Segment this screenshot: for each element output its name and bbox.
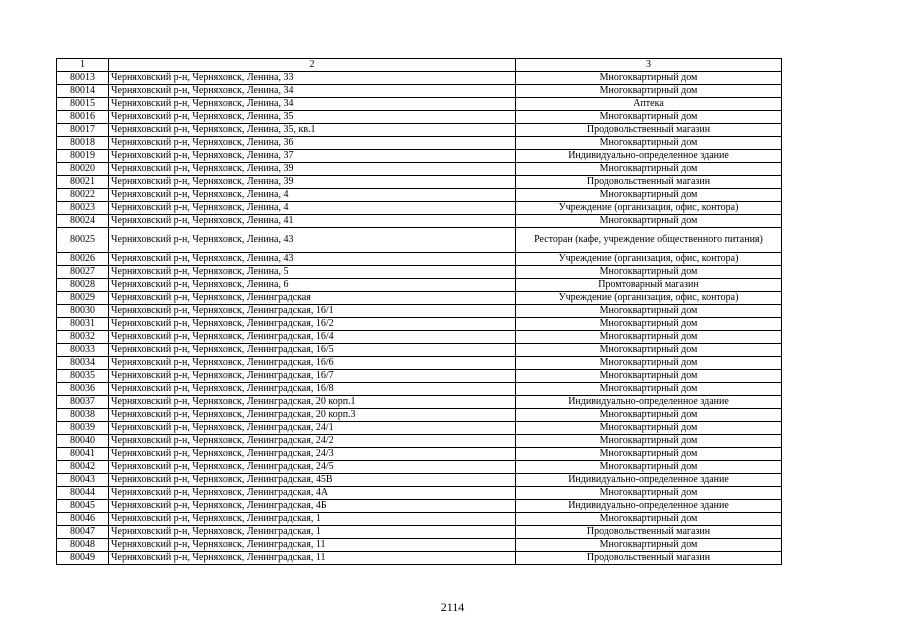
table-row [57, 85, 782, 98]
cell-address: Черняховский р-н, Черняховск, Ленинградская, 16/2 [109, 318, 516, 331]
cell-number: 80046 [57, 513, 109, 526]
table-row [57, 176, 782, 189]
cell-number: 80019 [57, 150, 109, 163]
table-row [57, 150, 782, 163]
cell-number: 80031 [57, 318, 109, 331]
cell-type: Многоквартирный дом [516, 331, 782, 344]
cell-type: Многоквартирный дом [516, 137, 782, 150]
cell-type: Продовольственный магазин [516, 526, 782, 539]
table-row [57, 539, 782, 552]
cell-address: Черняховский р-н, Черняховск, Ленина, 37 [109, 150, 516, 163]
cell-number: 80020 [57, 163, 109, 176]
cell-address: Черняховский р-н, Черняховск, Ленинградская, 24/3 [109, 448, 516, 461]
table-row [57, 202, 782, 215]
table-row [57, 448, 782, 461]
table-row [57, 474, 782, 487]
cell-type: Многоквартирный дом [516, 189, 782, 202]
cell-number: 80030 [57, 305, 109, 318]
cell-type: Многоквартирный дом [516, 111, 782, 124]
cell-number: 80021 [57, 176, 109, 189]
cell-address: Черняховский р-н, Черняховск, Ленина, 35 [109, 111, 516, 124]
cell-type: Аптека [516, 98, 782, 111]
cell-number: 80018 [57, 137, 109, 150]
cell-number: 80015 [57, 98, 109, 111]
table-row [57, 266, 782, 279]
cell-address: Черняховский р-н, Черняховск, Ленинградская, 16/8 [109, 383, 516, 396]
cell-number: 80029 [57, 292, 109, 305]
cell-type: Многоквартирный дом [516, 215, 782, 228]
cell-number: 80039 [57, 422, 109, 435]
cell-address: Черняховский р-н, Черняховск, Ленина, 34 [109, 85, 516, 98]
cell-number: 80033 [57, 344, 109, 357]
cell-type: Промтоварный магазин [516, 279, 782, 292]
cell-address: Черняховский р-н, Черняховск, Ленина, 4 [109, 189, 516, 202]
cell-type: Многоквартирный дом [516, 435, 782, 448]
cell-address: Черняховский р-н, Черняховск, Ленинградская, 24/1 [109, 422, 516, 435]
cell-type: Индивидуально-определенное здание [516, 150, 782, 163]
cell-number: 80025 [57, 228, 109, 253]
cell-type: Многоквартирный дом [516, 448, 782, 461]
cell-type: Многоквартирный дом [516, 409, 782, 422]
table-row [57, 72, 782, 85]
cell-number: 80038 [57, 409, 109, 422]
table-header [57, 59, 782, 72]
cell-type: Продовольственный магазин [516, 124, 782, 137]
cell-number: 80023 [57, 202, 109, 215]
cell-number: 80017 [57, 124, 109, 137]
cell-address: Черняховский р-н, Черняховск, Ленинградская, 1 [109, 513, 516, 526]
table-row [57, 318, 782, 331]
cell-number: 80014 [57, 85, 109, 98]
cell-number: 80048 [57, 539, 109, 552]
cell-type: Многоквартирный дом [516, 539, 782, 552]
cell-address: Черняховский р-н, Черняховск, Ленина, 39 [109, 163, 516, 176]
cell-address: Черняховский р-н, Черняховск, Ленинградская, 16/1 [109, 305, 516, 318]
cell-number: 80043 [57, 474, 109, 487]
cell-number: 80042 [57, 461, 109, 474]
cell-type: Многоквартирный дом [516, 461, 782, 474]
cell-type: Многоквартирный дом [516, 370, 782, 383]
cell-number: 80037 [57, 396, 109, 409]
table-row [57, 422, 782, 435]
cell-number: 80024 [57, 215, 109, 228]
table-row [57, 396, 782, 409]
cell-address: Черняховский р-н, Черняховск, Ленинградская, 24/2 [109, 435, 516, 448]
table-row [57, 292, 782, 305]
cell-address: Черняховский р-н, Черняховск, Ленинградская, 11 [109, 539, 516, 552]
cell-type: Многоквартирный дом [516, 305, 782, 318]
cell-number: 80047 [57, 526, 109, 539]
cell-type: Многоквартирный дом [516, 422, 782, 435]
cell-type: Индивидуально-определенное здание [516, 396, 782, 409]
cell-number: 80034 [57, 357, 109, 370]
cell-address: Черняховский р-н, Черняховск, Ленинградская, 20 корп.1 [109, 396, 516, 409]
cell-address: Черняховский р-н, Черняховск, Ленина, 5 [109, 266, 516, 279]
cell-number: 80016 [57, 111, 109, 124]
table-row [57, 552, 782, 565]
cell-type: Многоквартирный дом [516, 487, 782, 500]
cell-type: Многоквартирный дом [516, 85, 782, 98]
table-row [57, 487, 782, 500]
table-row [57, 409, 782, 422]
table-row [57, 370, 782, 383]
cell-address: Черняховский р-н, Черняховск, Ленина, 39 [109, 176, 516, 189]
register-table [56, 58, 782, 565]
table-row [57, 435, 782, 448]
cell-type: Учреждение (организация, офис, контора) [516, 202, 782, 215]
table-row [57, 215, 782, 228]
cell-address: Черняховский р-н, Черняховск, Ленинградская, 16/4 [109, 331, 516, 344]
table-row [57, 344, 782, 357]
cell-number: 80013 [57, 72, 109, 85]
cell-number: 80040 [57, 435, 109, 448]
cell-address: Черняховский р-н, Черняховск, Ленина, 6 [109, 279, 516, 292]
table-row [57, 331, 782, 344]
table-row [57, 357, 782, 370]
page-number: 2114 [440, 600, 465, 614]
table-row [57, 279, 782, 292]
cell-type: Продовольственный магазин [516, 552, 782, 565]
cell-type: Многоквартирный дом [516, 72, 782, 85]
table-row [57, 461, 782, 474]
cell-address: Черняховский р-н, Черняховск, Ленинградская, 16/5 [109, 344, 516, 357]
column-header-number: 1 [57, 59, 109, 72]
cell-address: Черняховский р-н, Черняховск, Ленина, 36 [109, 137, 516, 150]
cell-address: Черняховский р-н, Черняховск, Ленина, 41 [109, 215, 516, 228]
cell-type: Учреждение (организация, офис, контора) [516, 253, 782, 266]
cell-type: Многоквартирный дом [516, 383, 782, 396]
cell-address: Черняховский р-н, Черняховск, Ленина, 35, кв.1 [109, 124, 516, 137]
cell-number: 80027 [57, 266, 109, 279]
table-body [57, 72, 782, 565]
cell-address: Черняховский р-н, Черняховск, Ленинградская, 4А [109, 487, 516, 500]
table-row [57, 189, 782, 202]
cell-address: Черняховский р-н, Черняховск, Ленина, 34 [109, 98, 516, 111]
cell-address: Черняховский р-н, Черняховск, Ленинградская, 4Б [109, 500, 516, 513]
cell-number: 80026 [57, 253, 109, 266]
cell-address: Черняховский р-н, Черняховск, Ленинградская, 16/7 [109, 370, 516, 383]
cell-address: Черняховский р-н, Черняховск, Ленинградская, 16/6 [109, 357, 516, 370]
cell-number: 80044 [57, 487, 109, 500]
cell-number: 80022 [57, 189, 109, 202]
table-row [57, 305, 782, 318]
cell-type: Ресторан (кафе, учреждение общественного питания) [516, 228, 782, 253]
cell-number: 80041 [57, 448, 109, 461]
cell-address: Черняховский р-н, Черняховск, Ленинградская, 1 [109, 526, 516, 539]
cell-type: Многоквартирный дом [516, 357, 782, 370]
table-row [57, 124, 782, 137]
cell-number: 80045 [57, 500, 109, 513]
column-header-address: 2 [109, 59, 516, 72]
cell-number: 80049 [57, 552, 109, 565]
cell-number: 80028 [57, 279, 109, 292]
cell-number: 80035 [57, 370, 109, 383]
cell-type: Индивидуально-определенное здание [516, 474, 782, 487]
cell-address: Черняховский р-н, Черняховск, Ленина, 4 [109, 202, 516, 215]
cell-type: Многоквартирный дом [516, 344, 782, 357]
cell-address: Черняховский р-н, Черняховск, Ленина, 33 [109, 72, 516, 85]
cell-type: Многоквартирный дом [516, 513, 782, 526]
cell-number: 80036 [57, 383, 109, 396]
cell-address: Черняховский р-н, Черняховск, Ленина, 43 [109, 228, 516, 253]
table-row [57, 98, 782, 111]
cell-address: Черняховский р-н, Черняховск, Ленина, 43 [109, 253, 516, 266]
table-row [57, 163, 782, 176]
cell-number: 80032 [57, 331, 109, 344]
column-header-type: 3 [516, 59, 782, 72]
cell-type: Индивидуально-определенное здание [516, 500, 782, 513]
cell-type: Учреждение (организация, офис, контора) [516, 292, 782, 305]
table-row [57, 137, 782, 150]
header-row [57, 59, 782, 72]
table-row [57, 500, 782, 513]
table-row [57, 383, 782, 396]
table-row [57, 111, 782, 124]
cell-address: Черняховский р-н, Черняховск, Ленинградская, 24/5 [109, 461, 516, 474]
cell-type: Продовольственный магазин [516, 176, 782, 189]
table-row [57, 526, 782, 539]
cell-type: Многоквартирный дом [516, 266, 782, 279]
cell-address: Черняховский р-н, Черняховск, Ленинградская, 45В [109, 474, 516, 487]
cell-type: Многоквартирный дом [516, 318, 782, 331]
cell-address: Черняховский р-н, Черняховск, Ленинградская, 11 [109, 552, 516, 565]
cell-address: Черняховский р-н, Черняховск, Ленинградская, 20 корп.3 [109, 409, 516, 422]
table-row [57, 228, 782, 253]
cell-type: Многоквартирный дом [516, 163, 782, 176]
cell-address: Черняховский р-н, Черняховск, Ленинградская [109, 292, 516, 305]
table-row [57, 513, 782, 526]
table-row [57, 253, 782, 266]
